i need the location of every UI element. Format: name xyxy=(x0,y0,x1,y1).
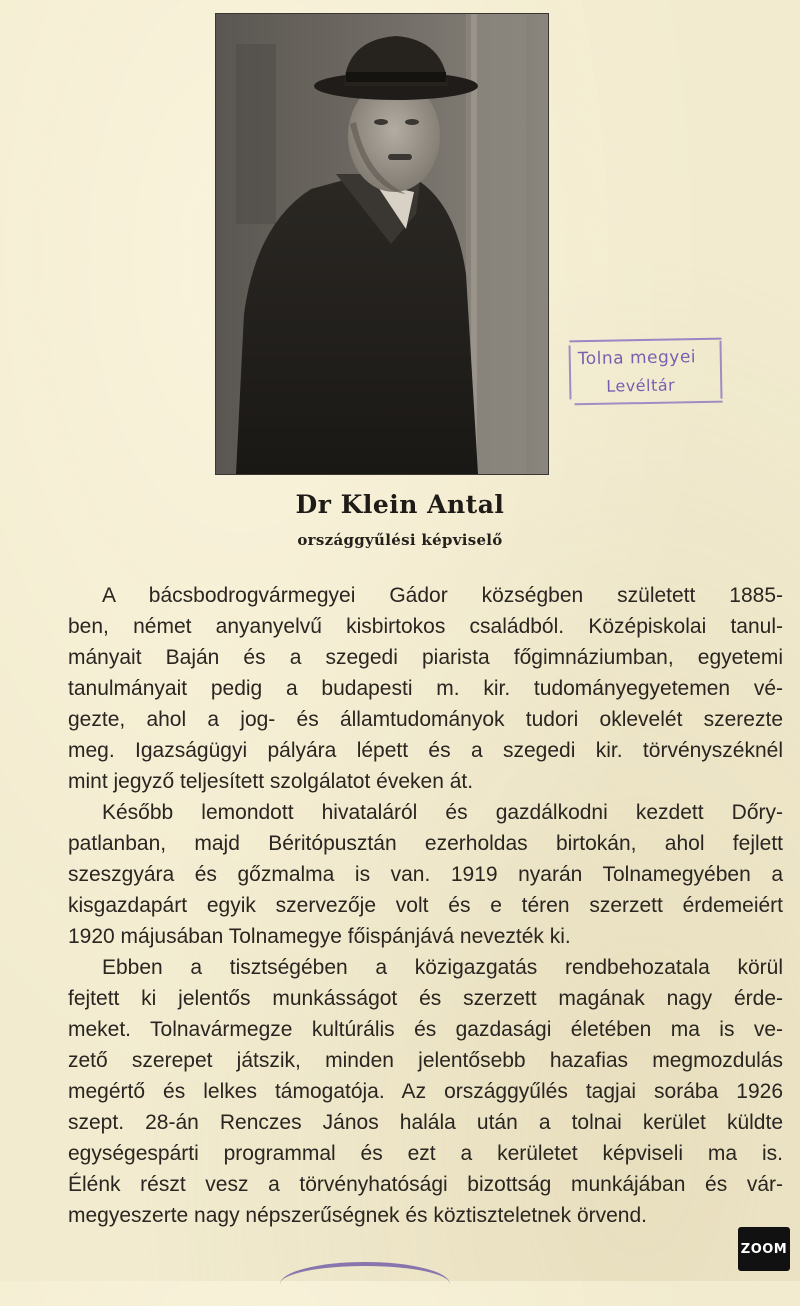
text-line: 1920 májusában Tolnamegye főispánjává nevezték ki. xyxy=(68,925,571,948)
text-line: kisgazdapárt egyik szervezője volt és e téren szerzett érdemeiért xyxy=(68,894,783,917)
paragraph xyxy=(68,952,783,1231)
stamp-text-line2: Levéltár xyxy=(606,375,676,396)
text-line: ben, német anyanyelvű kisbirtokos családból. Középiskolai tanul- xyxy=(68,615,783,638)
text-line: megyeszerte nagy népszerűségnek és köztiszteletnek örvend. xyxy=(68,1204,647,1227)
text-line: Élénk részt vesz a törvényhatósági bizottság munkájában és vár- xyxy=(68,1173,783,1196)
text-line: meket. Tolnavármegze kultúrális és gazdasági életében ma is ve- xyxy=(68,1018,783,1041)
text-line: meg. Igazságügyi pályára lépett és a szegedi kir. törvényszéknél xyxy=(68,739,783,762)
paragraph xyxy=(68,797,783,952)
text-line: zető szerepet játszik, minden jelentősebb hazafias megmozdulás xyxy=(68,1049,783,1072)
text-line: patlanban, majd Béritópusztán ezerholdas birtokán, ahol fejlett xyxy=(68,832,783,855)
stamp-border-right xyxy=(719,341,722,399)
text-line: A bácsbodrogvármegyei Gádor községben született 1885- xyxy=(102,584,783,607)
person-name: Dr Klein Antal xyxy=(295,490,505,519)
seal-stamp-fragment xyxy=(280,1262,450,1306)
stamp-border-bottom xyxy=(575,401,723,406)
stamp-border-left xyxy=(569,345,572,399)
biography-text xyxy=(68,580,783,1231)
text-line: szeszgyára és gőzmalma is van. 1919 nyarán Tolnamegyében a xyxy=(68,863,783,886)
stamp-text-line1: Tolna megyei xyxy=(577,347,697,370)
text-line: egységespárti programmal és ezt a kerületet képviseli ma is. xyxy=(68,1142,783,1165)
text-line: szept. 28-án Renczes János halála után a tolnai kerület küldte xyxy=(68,1111,783,1134)
paragraph xyxy=(68,580,783,797)
text-line: megértő és lelkes támogatója. Az országgyűlés tagjai sorába 1926 xyxy=(68,1080,783,1103)
person-role: országgyűlési képviselő xyxy=(297,531,503,549)
stamp-border-top xyxy=(569,338,721,343)
text-line: mint jegyző teljesített szolgálatot éveken át. xyxy=(68,770,474,793)
text-line: Később lemondott hivataláról és gazdálkodni kezdett Dőry- xyxy=(102,801,783,824)
text-line: mányait Baján és a szegedi piarista főgimnáziumban, egyetemi xyxy=(68,646,783,669)
zoom-logo[interactable]: ZOOM xyxy=(738,1227,790,1271)
archive-stamp xyxy=(567,335,724,408)
text-line: tanulmányait pedig a budapesti m. kir. tudományegyetemen vé- xyxy=(68,677,783,700)
text-line: gezte, ahol a jog- és államtudományok tudori oklevelét szerezte xyxy=(68,708,783,731)
portrait-photo xyxy=(216,14,548,474)
text-line: Ebben a tisztségében a közigazgatás rendbehozatala körül xyxy=(102,956,783,979)
text-line: fejtett ki jelentős munkásságot és szerzett magának nagy érde- xyxy=(68,987,783,1010)
